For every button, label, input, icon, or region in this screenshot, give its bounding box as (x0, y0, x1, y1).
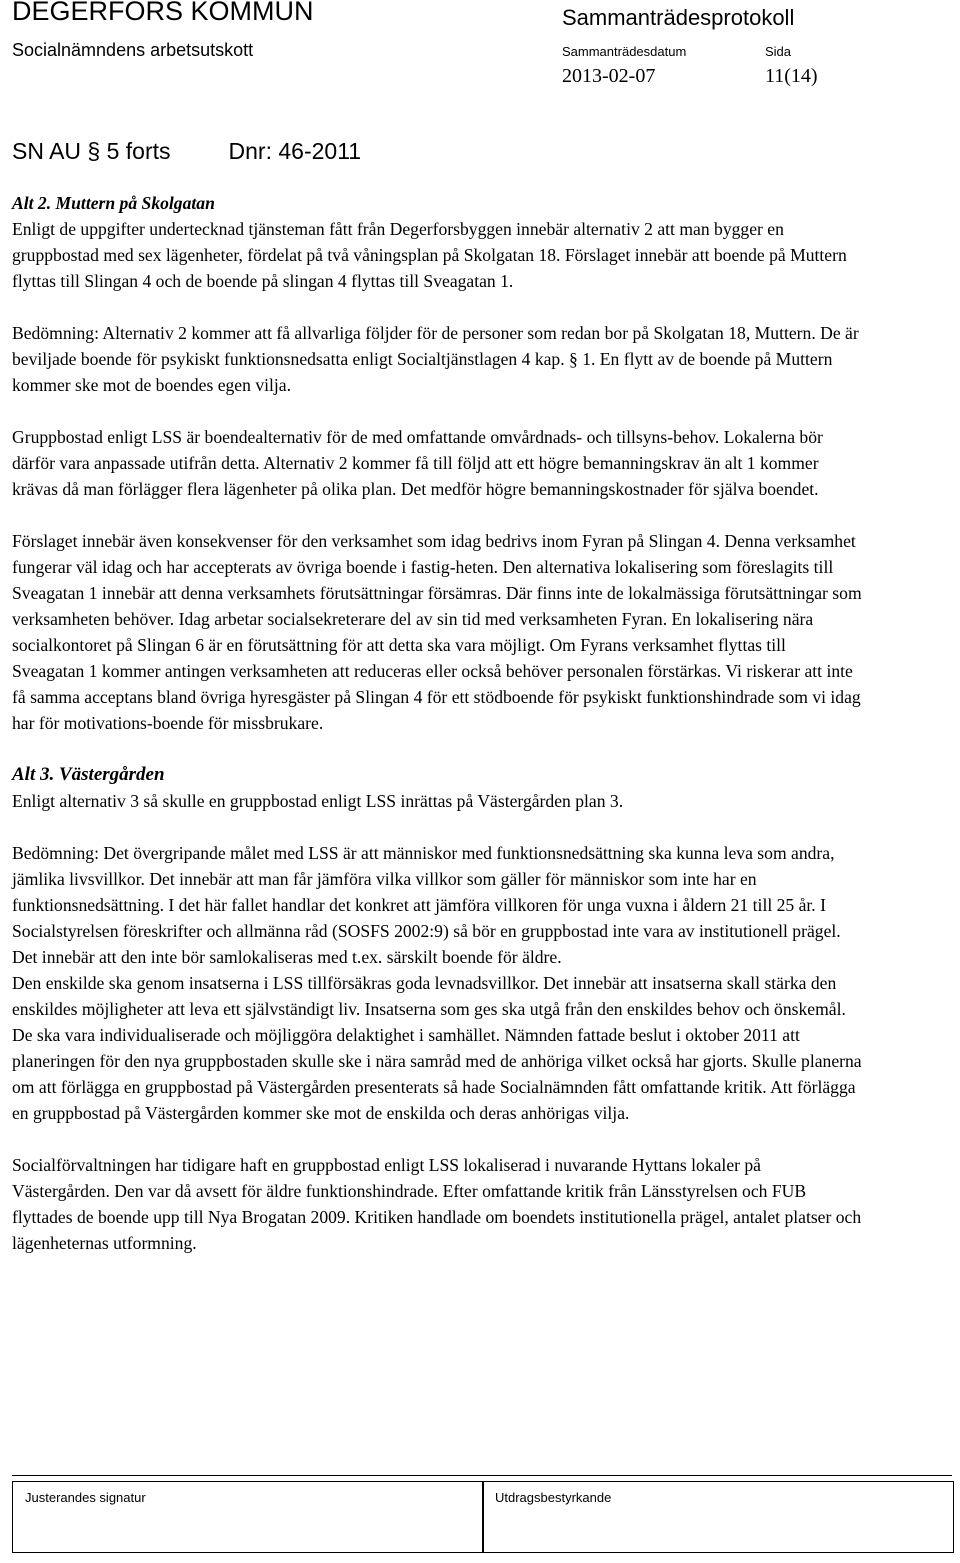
certification-label: Utdragsbestyrkande (495, 1490, 612, 1505)
page-number: 11(14) (765, 65, 818, 87)
alt2-paragraph-1: Enligt de uppgifter undertecknad tjänsteman fått från Degerforsbyggen innebär alternativ 2 att man bygger en gruppbostad med sex lägenheter, fördelat på två våningsplan på Skolgatan 18. Förslaget innebär att boende på Muttern flyttas till Slingan 4 och de boende på slingan 4 flyttas till Sveagatan 1. (12, 219, 847, 291)
document-type: Sammanträdesprotokoll (562, 5, 795, 30)
document-body (12, 190, 862, 1256)
department-name: Socialnämndens arbetsutskott (12, 40, 254, 60)
case-reference (12, 137, 361, 165)
diary-number: Dnr: 46-2011 (228, 138, 362, 164)
alt2-paragraph-4: Förslaget innebär även konsekvenser för den verksamhet som idag bedrivs inom Fyran på Slingan 4. Denna verksamhet fungerar väl idag och har accepterats av övriga boende i fastig-heten. Den alternativa lokalisering som föreslagits till Sveagatan 1 innebär att denna verksamhets förutsättningar försämras. Där finns inte de lokalmässiga förutsättningar som verksamheten behöver. Idag arbetar socialsekreterare del av sin tid med verksamheten Fyran. En lokalisering nära socialkontoret på Slingan 6 är en förutsättning för att detta ska vara möjligt. Om Fyrans verksamhet flyttas till Sveagatan 1 kommer antingen verksamheten att reduceras eller också behöver personalen förstärkas. Vi riskerar att inte få samma acceptans bland övriga hyresgäster på Slingan 4 för ett stödboende för psykiskt funktionshindrade som vi idag har för motivations-boende för missbrukare. (12, 531, 862, 733)
alt3-paragraph-4: Socialförvaltningen har tidigare haft en gruppbostad enligt LSS lokaliserad i nuvarande Hyttans lokaler på Västergården. Den var då avsett för äldre funktionshindrade. Efter omfattande kritik från Länsstyrelsen och FUB flyttades de boende upp till Nya Brogatan 2009. Kritiken handlade om boendets institutionella prägel, antalet platser och lägenheternas utformning. (12, 1155, 862, 1253)
section-number: 5 forts (106, 138, 171, 164)
alt3-paragraph-2: Bedömning: Det övergripande målet med LSS är att människor med funktionsnedsättning ska kunna leva som andra, jämlika livsvillkor. Det innebär att man får jämföra vilka villkor som gäller för människor som inte har en funktionsnedsättning. I det här fallet handlar det konkret att jämföra villkoren för unga vuxna i åldern 21 till 25 år. I Socialstyrelsen föreskrifter och allmänna råd (SOSFS 2002:9) så bör en gruppbostad inte vara av institutionell prägel. Det innebär att den inte bör samlokaliseras med t.ex. särskilt boende för äldre. (12, 843, 841, 967)
alt2-paragraph-3: Gruppbostad enligt LSS är boendealternativ för de med omfattande omvårdnads- och tillsyns-behov. Lokalerna bör därför vara anpassade utifrån detta. Alternativ 2 kommer få till följd att ett högre bemanningskrav än alt 1 kommer krävas då man förlägger flera lägenheter på olika plan. Det medför högre bemanningskostnader för själva boendet. (12, 427, 823, 499)
organization-name: DEGERFORS KOMMUN (12, 0, 314, 26)
alt3-paragraph-3: Den enskilde ska genom insatserna i LSS tillförsäkras goda levnadsvillkor. Det innebär att insatserna skall stärka den enskildes möjligheter att leva ett självständigt liv. Insatserna som ges ska utgå från den enskildes behov och önskemål. De ska vara individualiserade och möjliggöra delaktighet i samhället. Nämnden fattade beslut i oktober 2011 att planeringen för den nya gruppbostaden skulle ske i nära samråd med de anhöriga vilket också har gjorts. Skulle planerna om att förlägga en gruppbostad på Västergården presenterats så hade Socialnämnden fått omfattande kritik. Att förlägga en gruppbostad på Västergården kommer ske mot de enskilda och deras anhörigas vilja. (12, 973, 862, 1123)
alt3-paragraph-1: Enligt alternativ 3 så skulle en gruppbostad enligt LSS inrättas på Västergården plan 3. (12, 791, 624, 811)
alt2-paragraph-2: Bedömning: Alternativ 2 kommer att få allvarliga följder för de personer som redan bor på Skolgatan 18, Muttern. De är beviljade boende för psykiskt funktionsnedsatta enligt Socialtjänstlagen 4 kap. § 1. En flytt av de boende på Muttern kommer ske mot de boendes egen vilja. (12, 323, 859, 395)
date-label: Sammanträdesdatum (562, 44, 687, 59)
section-code: SN AU (12, 138, 82, 164)
alt2-heading: Alt 2. Muttern på Skolgatan (12, 193, 215, 213)
certification-box (482, 1481, 954, 1553)
footer-divider (12, 1475, 952, 1476)
section-symbol: § (87, 138, 101, 164)
signature-box (12, 1481, 484, 1553)
meeting-date: 2013-02-07 (562, 65, 656, 87)
alt3-heading: Alt 3. Västergården (12, 764, 165, 785)
signature-label: Justerandes signatur (25, 1490, 146, 1505)
page-label: Sida (765, 44, 792, 59)
